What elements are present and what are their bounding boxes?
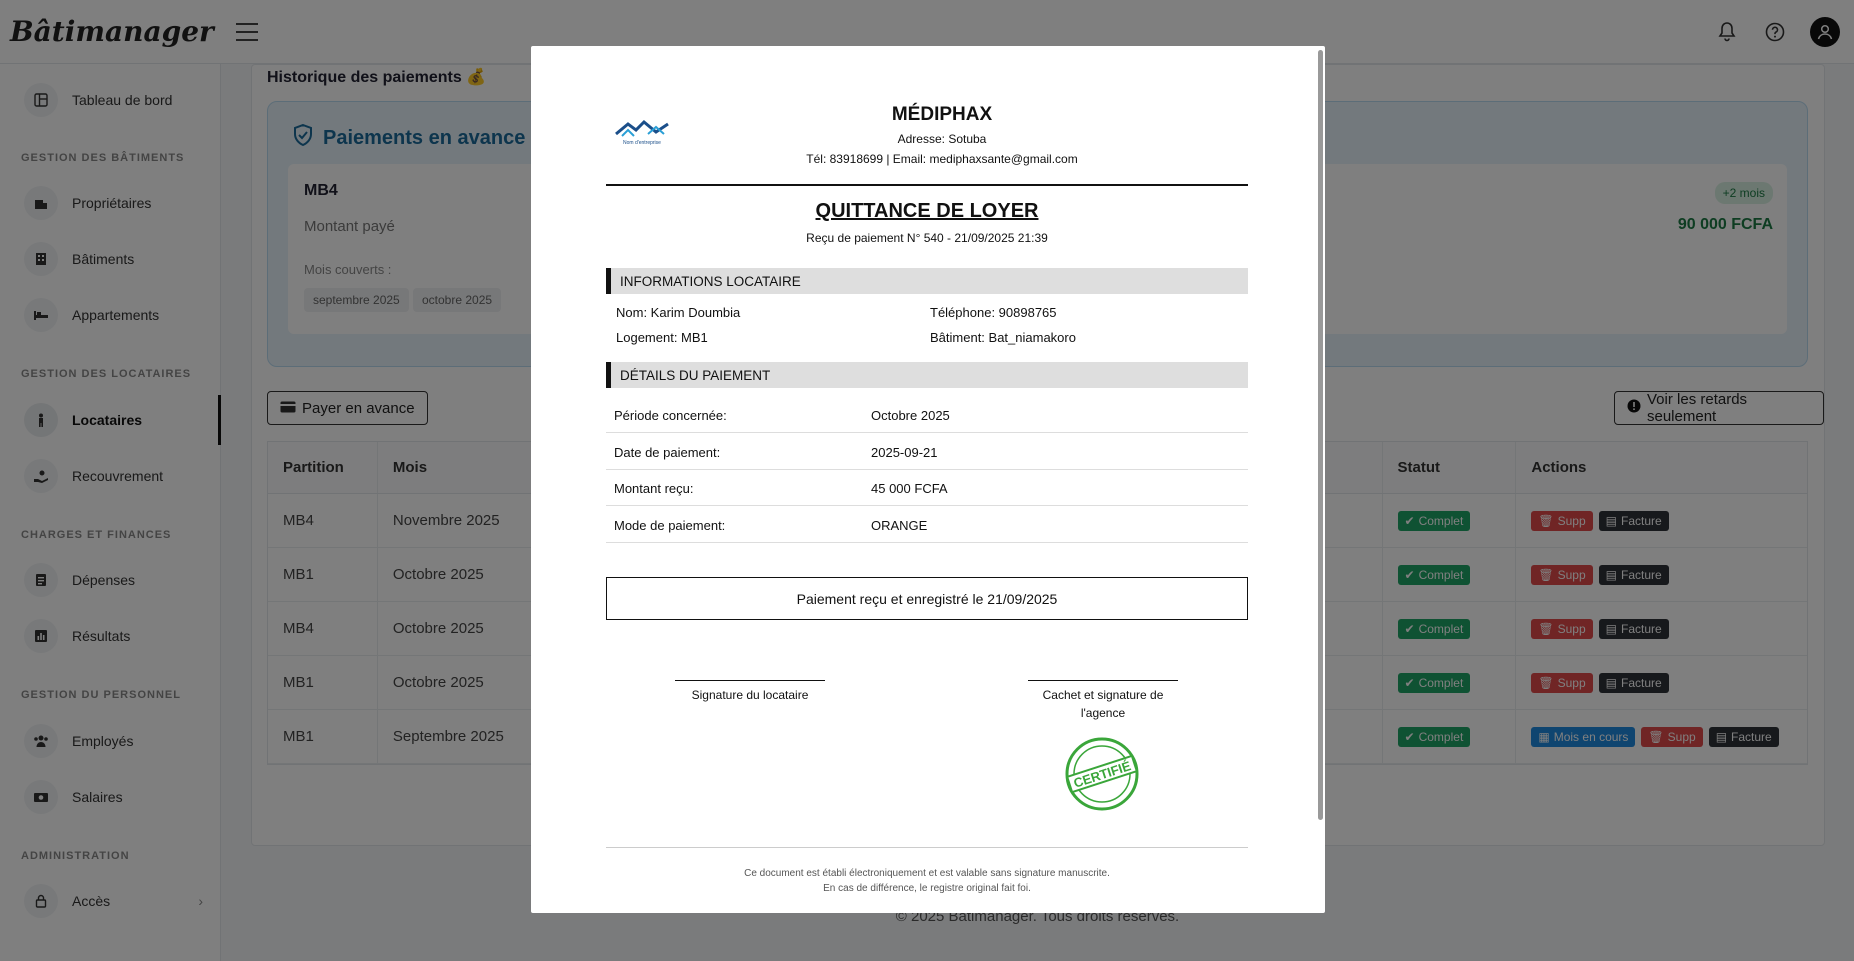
- tenant-signature-label: Signature du locataire: [691, 688, 809, 702]
- footer-divider: [606, 847, 1248, 848]
- tenant-signature-line: [675, 680, 825, 681]
- payment-detail-row: [606, 470, 1248, 506]
- payment-detail-row: [606, 434, 1248, 470]
- receipt-note-1: Ce document est établi électroniquement et est valable sans signature manuscrite.: [744, 868, 1110, 879]
- payment-detail-label: Date de paiement:: [614, 444, 721, 460]
- payment-detail-value: ORANGE: [871, 517, 928, 533]
- payment-detail-row: [606, 397, 1248, 433]
- tenant-name: Nom: Karim Doumbia: [616, 305, 741, 320]
- tenant-unit: Logement: MB1: [616, 330, 708, 345]
- modal-scrollbar[interactable]: [1318, 50, 1323, 820]
- receipt-subtitle: Reçu de paiement N° 540 - 21/09/2025 21:39: [806, 231, 1048, 245]
- company-address: Adresse: Sotuba: [897, 132, 987, 146]
- payment-detail-value: 2025-09-21: [871, 444, 938, 460]
- payment-detail-value: Octobre 2025: [871, 408, 950, 423]
- payment-detail-label: Montant reçu:: [614, 481, 694, 496]
- tenant-section-header: INFORMATIONS LOCATAIRE: [606, 268, 1248, 294]
- payment-detail-value: 45 000 FCFA: [871, 481, 948, 496]
- company-name: MÉDIPHAX: [891, 104, 993, 125]
- payment-detail-label: Période concernée:: [614, 408, 727, 423]
- payment-detail-label: Mode de paiement:: [614, 517, 726, 533]
- header-divider: [606, 184, 1248, 186]
- tenant-phone: Téléphone: 90898765: [930, 305, 1057, 320]
- receipt-note-2: En cas de différence, le registre original fait foi.: [823, 883, 1031, 894]
- agency-signature-label: Cachet et signature de l'agence: [1042, 688, 1164, 720]
- payment-detail-row: [606, 507, 1248, 543]
- receipt-modal: [531, 46, 1325, 913]
- tenant-building: Bâtiment: Bat_niamakoro: [930, 330, 1076, 345]
- company-contact: Tél: 83918699 | Email: mediphaxsante@gmail.com: [806, 152, 1078, 166]
- svg-text:Nom d'entreprise: Nom d'entreprise: [623, 140, 661, 146]
- svg-text:CERTIFIÉ: CERTIFIÉ: [1071, 758, 1133, 791]
- payment-section-header: DÉTAILS DU PAIEMENT: [606, 362, 1248, 388]
- certified-stamp-icon: [1064, 736, 1140, 812]
- receipt-title: QUITTANCE DE LOYER: [815, 200, 1039, 222]
- payment-confirmation-box: Paiement reçu et enregistré le 21/09/2025: [606, 577, 1248, 620]
- agency-signature-line: [1028, 680, 1178, 681]
